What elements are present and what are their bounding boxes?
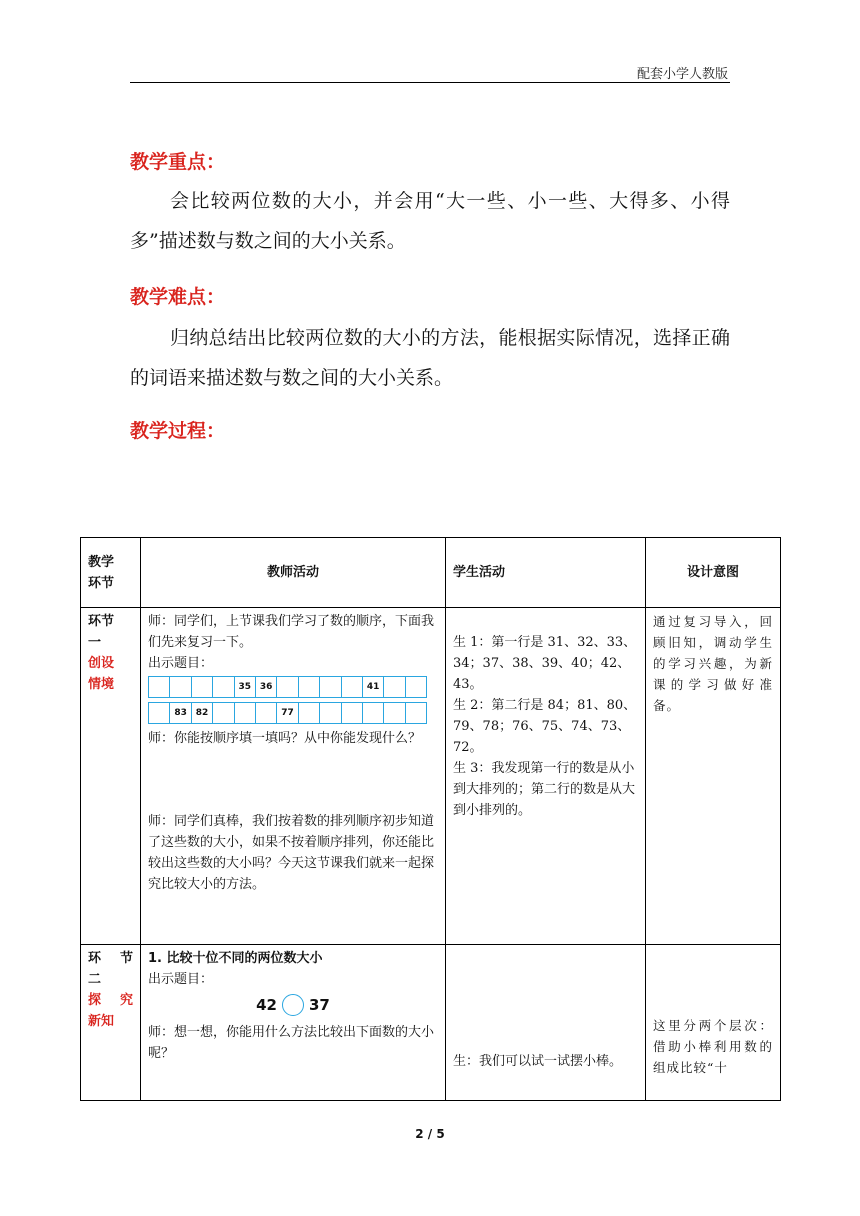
number-sequence-row-1 — [148, 676, 427, 698]
seq-cell — [342, 677, 363, 697]
stage-1-label: 环节 一 创设 情境 — [81, 608, 141, 945]
seq-cell — [406, 677, 426, 697]
seq-cell — [342, 703, 363, 723]
table-header-row — [81, 538, 781, 608]
seq-cell: 36 — [256, 677, 277, 697]
seq-cell: 41 — [363, 677, 384, 697]
student-answer-1: 生 1：第一行是 31、32、33、34；37、38、39、40；42、43。 — [453, 635, 637, 692]
table-row-stage-1 — [81, 608, 781, 945]
stage-1-design-intent: 通过复习导入，回顾旧知，调动学生的学习兴趣，为新课的学习做好准备。 — [646, 608, 781, 945]
answer-circle-icon — [282, 994, 304, 1016]
header-rule — [130, 82, 730, 83]
seq-cell — [384, 703, 405, 723]
header-teacher-activity: 教师活动 — [141, 538, 446, 608]
stage-1-student-activity — [446, 608, 646, 945]
stage-2-design-intent: 这里分两个层次：借助小棒利用数的组成比较“十 — [646, 945, 781, 1101]
seq-cell — [149, 677, 170, 697]
seq-cell: 82 — [192, 703, 213, 723]
difficulties-text: 归纳总结出比较两位数的大小的方法，能根据实际情况，选择正确的词语来描述数与数之间的大小关系。 — [130, 327, 730, 389]
process-heading: 教学过程： — [130, 420, 226, 442]
student-answer: 生：我们可以试一试摆小棒。 — [453, 1054, 623, 1069]
seq-cell — [170, 677, 191, 697]
header-student-activity: 学生活动 — [446, 538, 646, 608]
compare-right: 37 — [309, 995, 330, 1014]
header-design-intent: 设计意图 — [646, 538, 781, 608]
difficulties-heading: 教学难点： — [130, 286, 226, 308]
seq-cell — [406, 703, 426, 723]
teacher-show: 出示题目： — [148, 972, 214, 987]
seq-cell — [277, 677, 298, 697]
seq-cell — [213, 703, 234, 723]
seq-cell — [192, 677, 213, 697]
compare-left: 42 — [256, 995, 277, 1014]
stage-2-student-activity — [446, 945, 646, 1101]
seq-cell — [256, 703, 277, 723]
teacher-show: 出示题目： — [148, 656, 214, 671]
student-answer-3: 生 3：我发现第一行的数是从小到大排列的；第二行的数是从大到小排列的。 — [453, 761, 636, 818]
seq-cell — [320, 677, 341, 697]
seq-cell — [235, 703, 256, 723]
header-edition: 配套小学人教版 — [636, 67, 728, 82]
teacher-intro: 师：同学们，上节课我们学习了数的顺序，下面我们先来复习一下。 — [148, 614, 435, 650]
seq-cell: 83 — [170, 703, 191, 723]
lesson-table — [80, 537, 781, 1101]
stage-2-teacher-activity — [141, 945, 446, 1101]
seq-cell — [299, 677, 320, 697]
seq-cell: 35 — [235, 677, 256, 697]
teacher-question: 师：想一想，你能用什么方法比较出下面数的大小呢？ — [148, 1025, 435, 1061]
key-points-text: 会比较两位数的大小，并会用“大一些、小一些、大得多、小得多”描述数与数之间的大小关系。 — [130, 190, 730, 252]
seq-cell — [149, 703, 170, 723]
compare-expression — [148, 994, 438, 1016]
seq-cell: 77 — [277, 703, 298, 723]
seq-cell — [213, 677, 234, 697]
key-points-heading: 教学重点： — [130, 151, 226, 173]
student-answer-2: 生 2：第二行是 84；81、80、79、78；76、75、74、73、72。 — [453, 698, 637, 755]
teacher-subtitle: 1. 比较十位不同的两位数大小 — [148, 951, 323, 966]
seq-cell — [384, 677, 405, 697]
seq-cell — [363, 703, 384, 723]
header-stage: 教学 环节 — [81, 538, 141, 608]
seq-cell — [299, 703, 320, 723]
page-number: 2 / 5 — [415, 1127, 445, 1141]
stage-2-label: 环 节 二 探 究 新知 — [81, 945, 141, 1101]
teacher-question: 师：你能按顺序填一填吗？从中你能发现什么？ — [148, 731, 422, 746]
teacher-summary: 师：同学们真棒，我们按着数的排列顺序初步知道了这些数的大小，如果不按着顺序排列，你还能比较出这些数的大小吗？今天这节课我们就来一起探究比较大小的方法。 — [148, 814, 435, 892]
number-sequence-row-2 — [148, 702, 427, 724]
seq-cell — [320, 703, 341, 723]
stage-1-teacher-activity — [141, 608, 446, 945]
table-row-stage-2 — [81, 945, 781, 1101]
